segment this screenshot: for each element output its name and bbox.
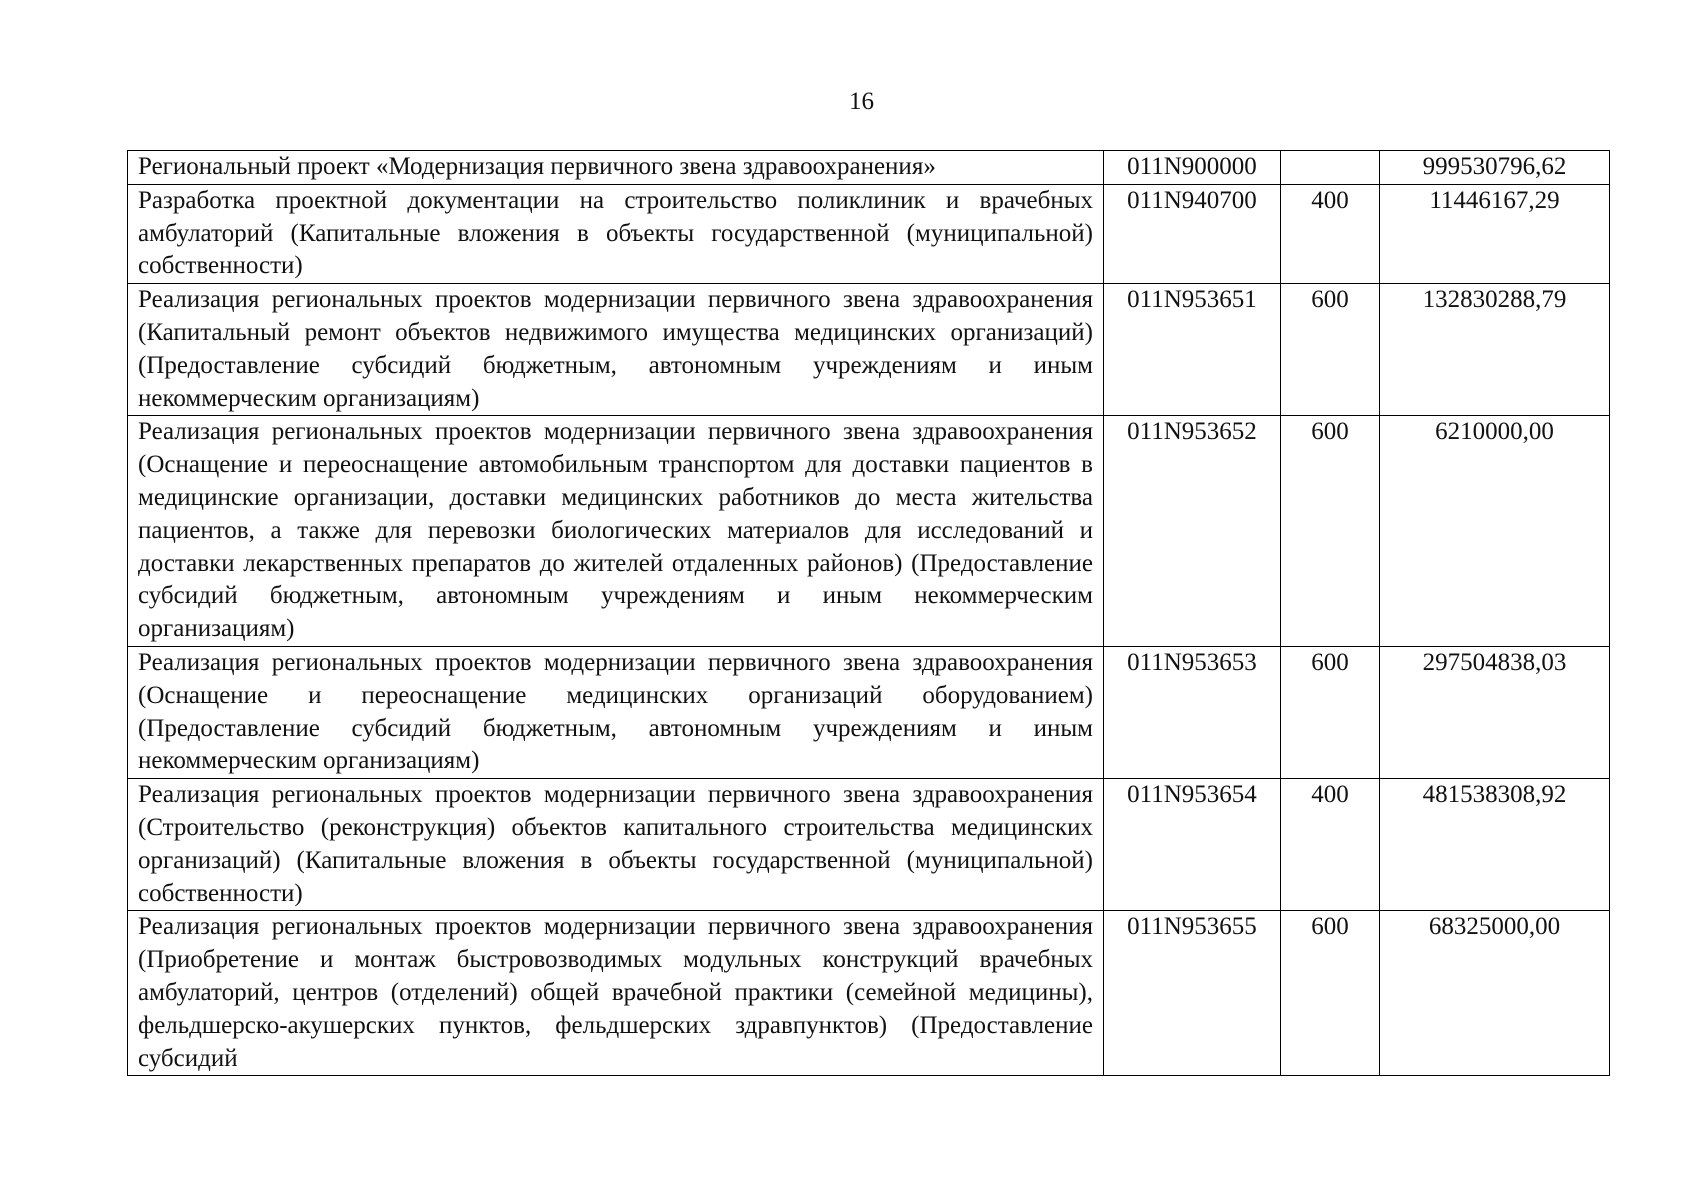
row-expense-type: 400 bbox=[1281, 779, 1380, 911]
table-row bbox=[128, 151, 1610, 185]
row-expense-type: 600 bbox=[1281, 911, 1380, 1076]
row-code: 011N953655 bbox=[1104, 911, 1281, 1076]
row-name: Региональный проект «Модернизация первичного звена здравоохранения» bbox=[128, 151, 1104, 185]
row-amount: 481538308,92 bbox=[1380, 779, 1610, 911]
table-row bbox=[128, 416, 1610, 647]
row-expense-type: 400 bbox=[1281, 184, 1380, 283]
row-code: 011N900000 bbox=[1104, 151, 1281, 185]
row-expense-type bbox=[1281, 151, 1380, 185]
row-expense-type: 600 bbox=[1281, 416, 1380, 647]
row-code: 011N940700 bbox=[1104, 184, 1281, 283]
row-name: Реализация региональных проектов модернизации первичного звена здравоохранения (Строительство (реконструкция) объектов капитального строительства медицинских организаций) (Капитальные вложения в объекты государственной (муниципальной) собственности) bbox=[128, 779, 1104, 911]
row-amount: 132830288,79 bbox=[1380, 284, 1610, 416]
row-code: 011N953651 bbox=[1104, 284, 1281, 416]
table-row bbox=[128, 779, 1610, 911]
row-expense-type: 600 bbox=[1281, 646, 1380, 778]
row-code: 011N953654 bbox=[1104, 779, 1281, 911]
table-row bbox=[128, 646, 1610, 778]
row-code: 011N953652 bbox=[1104, 416, 1281, 647]
row-amount: 68325000,00 bbox=[1380, 911, 1610, 1076]
table-row bbox=[128, 284, 1610, 416]
table-row bbox=[128, 911, 1610, 1076]
row-amount: 999530796,62 bbox=[1380, 151, 1610, 185]
row-expense-type: 600 bbox=[1281, 284, 1380, 416]
row-name: Реализация региональных проектов модернизации первичного звена здравоохранения (Капитальный ремонт объектов недвижимого имущества медицинских организаций) (Предоставление субсидий бюджетным, автономным учреждениям и иным некоммерческим организациям) bbox=[128, 284, 1104, 416]
budget-table bbox=[127, 150, 1610, 1076]
row-code: 011N953653 bbox=[1104, 646, 1281, 778]
page-number: 16 bbox=[849, 88, 874, 115]
row-amount: 11446167,29 bbox=[1380, 184, 1610, 283]
row-name: Реализация региональных проектов модернизации первичного звена здравоохранения (Оснащение и переоснащение автомобильным транспортом для доставки пациентов в медицинские организации, доставки медицинских работников до места жительства пациентов, а также для перевозки биологических материалов для исследований и доставки лекарственных препаратов до жителей отдаленных районов) (Предоставление субсидий бюджетным, автономным учреждениям и иным некоммерческим организациям) bbox=[128, 416, 1104, 647]
table-row bbox=[128, 184, 1610, 283]
row-amount: 6210000,00 bbox=[1380, 416, 1610, 647]
row-name: Разработка проектной документации на строительство поликлиник и врачебных амбулаторий (Капитальные вложения в объекты государственной (муниципальной) собственности) bbox=[128, 184, 1104, 283]
row-name: Реализация региональных проектов модернизации первичного звена здравоохранения (Оснащение и переоснащение медицинских организаций оборудованием) (Предоставление субсидий бюджетным, автономным учреждениям и иным некоммерческим организациям) bbox=[128, 646, 1104, 778]
row-amount: 297504838,03 bbox=[1380, 646, 1610, 778]
row-name: Реализация региональных проектов модернизации первичного звена здравоохранения (Приобретение и монтаж быстровозводимых модульных конструкций врачебных амбулаторий, центров (отделений) общей врачебной практики (семейной медицины), фельдшерско-акушерских пунктов, фельдшерских здравпунктов) (Предоставление субсидий bbox=[128, 911, 1104, 1076]
